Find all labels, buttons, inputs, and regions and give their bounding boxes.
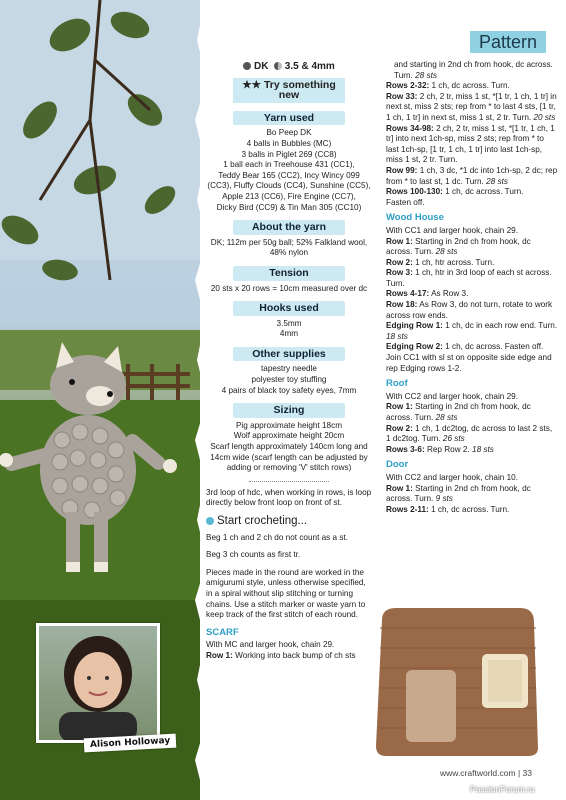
row-label: Row 99: xyxy=(386,165,418,175)
yarn-weight: DK xyxy=(253,61,269,72)
yarn-ball-icon xyxy=(243,62,251,70)
stitch-count: 28 sts xyxy=(486,176,508,186)
hook-size: 3.5 & 4mm xyxy=(284,61,335,72)
sizing-line: Wolf approximate height 20cm xyxy=(233,431,345,441)
page-number: 33 xyxy=(522,768,533,778)
row-label: Row 1: xyxy=(206,650,233,660)
instruction-line: With CC2 and larger hook, chain 29. xyxy=(386,391,518,401)
person-illustration xyxy=(39,626,157,740)
designer-portrait xyxy=(36,623,160,743)
stitch-count: 28 sts xyxy=(435,413,458,422)
tension-text: 20 sts x 20 rows = 10cm measured over dc xyxy=(210,283,368,293)
row-text: 2 ch, 2 tr, miss 1 st, *[1 tr, 1 ch, 1 tr] in next st, miss 2 sts; rep from * to last 4 sts, [1 tr, 1 ch, 1 tr] in next st, miss 1 st, 2 tr. Turn. xyxy=(386,91,557,122)
row-continuation xyxy=(386,60,558,81)
stitch-count: 18 sts xyxy=(386,331,408,341)
yarn-weight-hook-line xyxy=(206,62,372,73)
instruction-line: Join CC1 with sl st on opposite side edge and rep Edging rows 1-2. xyxy=(386,353,552,373)
yarn-line: Apple 213 (CC6), Fire Engine (CC7), xyxy=(222,191,356,201)
hdc-note: 3rd loop of hdc, when working in rows, is loop directly below front loop on front of st. xyxy=(206,487,372,508)
roof-heading: Roof xyxy=(386,378,408,390)
row-instruction xyxy=(386,268,558,289)
yarn-used-section xyxy=(206,111,372,213)
supply-line: 4 pairs of black toy safety eyes, 7mm xyxy=(221,385,357,395)
note-paragraph: Pieces made in the round are worked in the amigurumi style, unless otherwise specified, in a spiral without slip stitching or turning chains. Use a stitch marker or waste yarn to keep track of the first stitch of each round. xyxy=(206,567,366,620)
supply-line: tapestry needle xyxy=(261,364,317,374)
row-text: Starting in 2nd ch from hook, dc across. Turn. xyxy=(386,236,531,257)
row-label: Row 18: xyxy=(386,300,418,310)
footer-separator: | xyxy=(517,768,521,778)
sizing-heading: Sizing xyxy=(233,403,345,418)
row-label: Row 1: xyxy=(386,483,413,493)
wood-house-heading: Wood House xyxy=(386,212,444,224)
row-label: Rows 2-32: xyxy=(386,81,430,91)
row-instruction xyxy=(386,92,558,124)
row-instruction xyxy=(386,445,558,456)
note-paragraph: Beg 3 ch counts as first tr. xyxy=(206,550,301,560)
hook-line: 3.5mm xyxy=(276,318,302,328)
row-instruction xyxy=(386,424,558,445)
row-label: Rows 3-6: xyxy=(386,444,425,454)
designer-name: Alison Holloway xyxy=(84,734,177,753)
about-yarn-section xyxy=(206,220,372,259)
yarn-line: 4 balls in Bubbles (MC) xyxy=(246,138,332,148)
row-text: 1 ch, htr in 3rd loop of each st across. Turn. xyxy=(386,268,552,288)
hook-line: 4mm xyxy=(279,329,299,339)
row-text: 1 ch, htr across. Turn. xyxy=(415,257,495,267)
fasten-off: Fasten off. xyxy=(386,197,425,207)
row-label: Row 2: xyxy=(386,257,413,267)
difficulty-badge: ★★ Try something new xyxy=(233,78,345,103)
row-text: 1 ch, 1 dc2tog, dc across to last 2 sts, 1 dc2tog. Turn. xyxy=(386,423,553,444)
supplies-section xyxy=(206,347,372,396)
hooks-heading: Hooks used xyxy=(233,301,345,316)
row-text: Starting in 2nd ch from hook, dc across. Turn. xyxy=(386,402,531,422)
row-text: Working into back bump of ch sts xyxy=(235,650,356,660)
stitch-count: 28 sts xyxy=(415,70,437,80)
row-text: As Row 3, do not turn, rotate to work across row ends. xyxy=(386,300,553,320)
start-crocheting-heading xyxy=(206,516,372,527)
section-tag: Pattern xyxy=(470,31,546,53)
row-text: Rep Row 2. xyxy=(426,444,470,454)
row-instruction xyxy=(386,289,558,300)
row-text: 2 ch, 2 tr, miss 1 st, *[1 tr, 1 ch, 1 tr] into next 1ch-sp, miss 2 sts; rep from * to last 1ch-sp, [1 tr, 1 ch, 1 tr] into last 1ch-sp, miss 1 st, 2 tr. Turn. xyxy=(386,123,555,165)
pattern-instructions-column xyxy=(386,60,558,515)
yarn-line: Bo Peep DK xyxy=(266,128,312,138)
row-text: As Row 3. xyxy=(431,289,469,299)
yarn-line: Teddy Bear 165 (CC2), Incy Wincy 099 xyxy=(218,170,360,180)
footer-url[interactable]: www.craftworld.com xyxy=(440,768,516,778)
row-instruction xyxy=(386,321,558,342)
row-label: Row 2: xyxy=(386,423,413,433)
about-yarn-text: DK; 112m per 50g ball; 52% Falkland wool, 48% nylon xyxy=(210,237,368,258)
row-text: 1 ch, dc across. Turn. xyxy=(431,81,510,91)
instruction-line: With CC2 and larger hook, chain 10. xyxy=(386,472,518,482)
tension-heading: Tension xyxy=(233,266,345,281)
row-text: 1 ch, dc across. Turn. xyxy=(445,187,524,197)
row-label: Row 1: xyxy=(386,402,413,412)
row-text: 1 ch, dc in each row end. Turn. xyxy=(445,321,558,331)
yarn-line: Dicky Bird (CC9) & Tin Man 305 (CC10) xyxy=(216,202,362,212)
stitch-count: 26 sts xyxy=(442,434,465,444)
stitch-count: 18 sts xyxy=(472,444,494,454)
dotted-divider xyxy=(249,481,329,482)
sizing-section xyxy=(206,403,372,474)
row-instruction xyxy=(386,166,558,187)
row-instruction xyxy=(386,402,558,423)
row-label: Rows 4-17: xyxy=(386,289,430,299)
yarn-line: 3 balls in Piglet 269 (CC8) xyxy=(241,149,337,159)
row-label: Row 3: xyxy=(386,268,413,278)
row-instruction xyxy=(386,342,558,353)
scarf-row-1 xyxy=(206,651,372,662)
pattern-info-column xyxy=(206,60,372,662)
watermark: PassionForum.ru xyxy=(470,784,535,794)
row-label: Row 33: xyxy=(386,91,418,101)
row-instruction xyxy=(386,81,558,92)
stitch-count: 28 sts xyxy=(435,247,458,257)
row-text: 1 ch, dc across. Fasten off. xyxy=(445,342,544,352)
scarf-heading: SCARF xyxy=(206,626,239,638)
yarn-line: (CC3), Fluffy Clouds (CC4), Sunshine (CC5), xyxy=(207,181,371,191)
row-label: Rows 100-130: xyxy=(386,187,443,197)
door-heading: Door xyxy=(386,459,409,471)
row-text: 1 ch, 3 dc, *1 dc into 1ch-sp, 2 dc; rep from * to last st, 1 dc. Turn. xyxy=(386,165,558,186)
stitch-count: 9 sts xyxy=(435,494,453,504)
sizing-line: Pig approximate height 18cm xyxy=(235,420,343,430)
row-text: and starting in 2nd ch from hook, dc across. Turn. xyxy=(394,60,553,80)
row-instruction xyxy=(386,484,558,505)
portrait-photo xyxy=(39,626,157,740)
page-footer xyxy=(440,768,532,778)
hooks-section xyxy=(206,301,372,340)
row-instruction xyxy=(386,258,558,269)
stitch-count: 20 sts xyxy=(533,112,556,122)
bullet-icon xyxy=(206,517,214,525)
row-instruction xyxy=(386,187,558,198)
row-label: Edging Row 2: xyxy=(386,342,443,352)
scarf-line: With MC and larger hook, chain 29. xyxy=(206,640,335,650)
note-paragraph: Beg 1 ch and 2 ch do not count as a st. xyxy=(206,532,349,542)
supplies-heading: Other supplies xyxy=(233,347,345,362)
yarn-line: 1 ball each in Treehouse 431 (CC1), xyxy=(223,160,355,170)
row-label: Row 1: xyxy=(386,236,413,246)
hook-icon xyxy=(274,62,282,70)
row-label: Rows 2-11: xyxy=(386,504,429,514)
supply-line: polyester toy stuffing xyxy=(251,375,327,385)
row-instruction xyxy=(386,505,558,516)
row-text: Starting in 2nd ch from hook, dc across. Turn. xyxy=(386,483,531,504)
start-crocheting-title: Start crocheting... xyxy=(217,515,308,527)
row-instruction xyxy=(386,124,558,166)
row-instruction xyxy=(386,300,558,321)
row-text: 1 ch, dc across. Turn. xyxy=(431,504,510,514)
row-instruction xyxy=(386,237,558,258)
about-yarn-heading: About the yarn xyxy=(233,220,345,235)
row-label: Rows 34-98: xyxy=(386,123,434,133)
yarn-used-heading: Yarn used xyxy=(233,111,345,126)
sizing-line: Scarf length approximately 140cm long and 14cm wide (scarf length can be adjusted by adding or removing 'V' stitch rows) xyxy=(210,442,368,473)
instruction-line: With CC1 and larger hook, chain 29. xyxy=(386,225,518,235)
wood-house-photo xyxy=(370,598,544,758)
row-label: Edging Row 1: xyxy=(386,321,443,331)
tension-section xyxy=(206,266,372,294)
